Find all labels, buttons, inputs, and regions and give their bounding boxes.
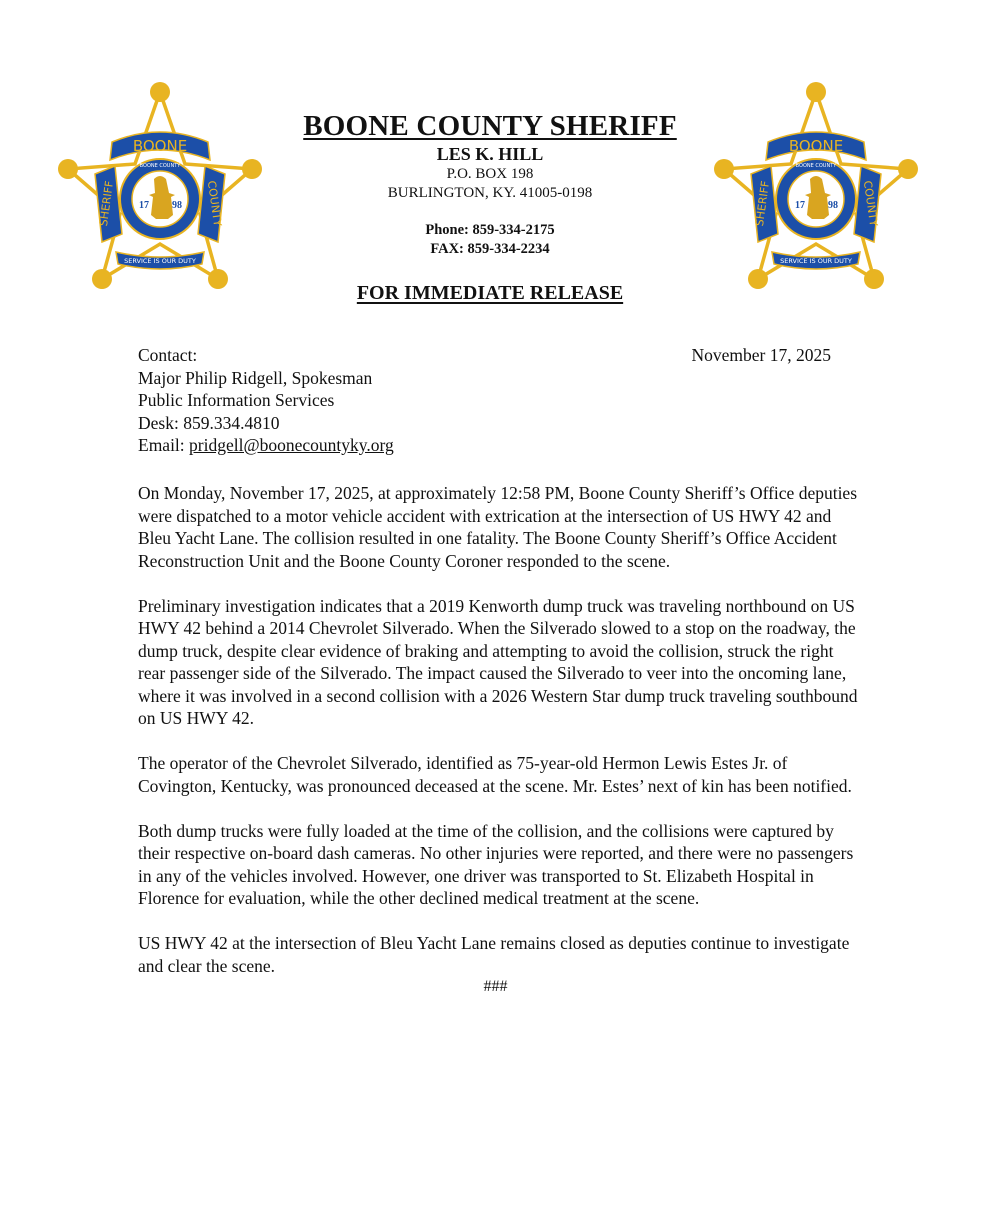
- po-box: P.O. BOX 198: [446, 166, 534, 182]
- letterhead: [290, 110, 690, 259]
- badge-right-text: COUNTY: [204, 179, 225, 228]
- badge-left-text: SHERIFF: [96, 179, 117, 228]
- badge-year-right: 98: [828, 200, 838, 211]
- badge-seal-top-text: BOONE COUNTY: [795, 163, 837, 169]
- org-title: BOONE COUNTY SHERIFF: [303, 110, 677, 142]
- email-link[interactable]: pridgell@boonecountyky.org: [189, 435, 394, 455]
- contact-block: [138, 344, 394, 457]
- release-date: November 17, 2025: [691, 345, 831, 365]
- badge-right-text: COUNTY: [860, 179, 881, 228]
- contact-label: Contact:: [138, 345, 198, 365]
- badge-motto-text: SERVICE IS OUR DUTY: [124, 257, 196, 265]
- badge-top-text: BOONE: [132, 137, 188, 155]
- paragraph: Preliminary investigation indicates that a 2019 Kenworth dump truck was traveling northbound on US HWY 42 behind a 2014 Chevrolet Silverado. When the Silverado slowed to a stop on the roadway, the dump truck, despite clear evidence of braking and attempting to avoid the collision, struck the right rear passenger side of the Silverado. The impact caused the Silverado to veer into the oncoming lane, where it was involved in a second collision with a 2026 Western Star dump truck traveling southbound on US HWY 42.: [138, 595, 858, 728]
- badge-left-text: SHERIFF: [752, 179, 773, 228]
- sheriff-badge-logo-right: [706, 74, 926, 294]
- email-label: Email:: [138, 435, 190, 455]
- phone-number: Phone: 859-334-2175: [425, 222, 555, 238]
- star-badge-icon: [50, 74, 270, 294]
- contact-department: Public Information Services: [138, 390, 335, 410]
- paragraph: US HWY 42 at the intersection of Bleu Yacht Lane remains closed as deputies continue to investigate and clear the scene.: [138, 933, 850, 976]
- badge-seal-top-text: BOONE COUNTY: [139, 163, 181, 169]
- badge-motto-text: SERVICE IS OUR DUTY: [780, 257, 852, 265]
- contact-desk-phone: Desk: 859.334.4810: [138, 412, 280, 433]
- sheriff-name: LES K. HILL: [436, 144, 544, 164]
- paragraph: On Monday, November 17, 2025, at approximately 12:58 PM, Boone County Sheriff’s Office deputies were dispatched to a motor vehicle accident with extrication at the intersection of US HWY 42 and Bleu Yacht Lane. The collision resulted in one fatality. The Boone County Sheriff’s Office Accident Reconstruction Unit and the Boone County Coroner responded to the scene.: [138, 483, 858, 571]
- badge-year-left: 17: [795, 200, 805, 211]
- city-state-zip: BURLINGTON, KY. 41005-0198: [387, 185, 593, 201]
- sheriff-badge-logo-left: [50, 74, 270, 294]
- release-heading: FOR IMMEDIATE RELEASE: [356, 282, 624, 304]
- fax-number: FAX: 859-334-2234: [430, 241, 550, 257]
- badge-year-right: 98: [172, 200, 182, 211]
- phone-block: [290, 221, 690, 259]
- star-badge-icon: [706, 74, 926, 294]
- release-body: [138, 482, 858, 997]
- badge-year-left: 17: [139, 200, 149, 211]
- contact-name: Major Philip Ridgell, Spokesman: [138, 367, 373, 388]
- paragraph: The operator of the Chevrolet Silverado, identified as 75-year-old Hermon Lewis Estes Jr. of Covington, Kentucky, was pronounced deceased at the scene. Mr. Estes’ next of kin has been notified.: [138, 753, 852, 796]
- end-mark: ###: [483, 978, 508, 995]
- contact-email-row: [138, 434, 394, 457]
- paragraph: Both dump trucks were fully loaded at the time of the collision, and the collisions were captured by their respective on-board dash cameras. No other injuries were reported, and there were no passengers in any of the vehicles involved. However, one driver was transported to St. Elizabeth Hospital in Florence for evaluation, while the other declined medical treatment at the scene.: [138, 820, 854, 908]
- badge-top-text: BOONE: [788, 137, 844, 155]
